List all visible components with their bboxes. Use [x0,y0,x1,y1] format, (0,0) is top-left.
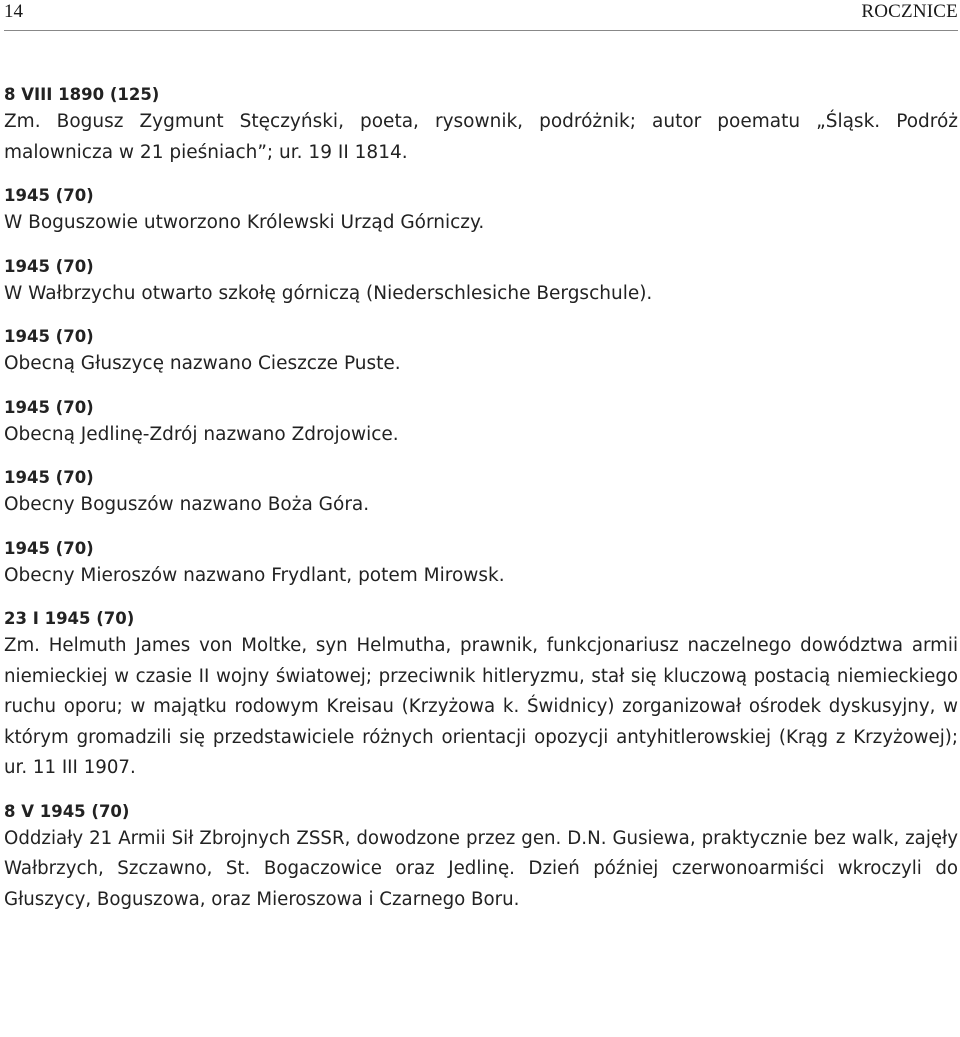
entry-date: 8 V 1945 (70) [4,801,130,821]
entry-1945-armia-zssr [4,800,958,916]
entry-1890-stęczyński [4,83,958,168]
entry-1945-urzad-gorniczy [4,184,958,239]
entry-1945-mieroszow [4,537,958,592]
entry-date: 1945 (70) [4,397,94,417]
entry-text: Zm. Helmuth James von Moltke, syn Helmutha, prawnik, funkcjonariusz naczelnego dowództwa armii niemieckiej w czasie II wojny światowej; przeciwnik hitleryzmu, stał się kluczową postacią niemieckiego ruchu oporu; w majątku rodowym Kreisau (Krzyżowa k. Świdnicy) zorganizował ośrodek dyskusyjny, w którym gromadzili się przedstawiciele różnych orientacji opozycji antyhitlerowskiej (Krąg z Krzyżowej); ur. 11 III 1907. [4,635,958,778]
entry-text: Obecny Boguszów nazwano Boża Góra. [4,494,370,515]
entry-text: Obecną Głuszycę nazwano Cieszcze Puste. [4,353,401,374]
entries-list [4,83,958,931]
entry-date: 1945 (70) [4,538,94,558]
entry-text: Obecną Jedlinę-Zdrój nazwano Zdrojowice. [4,423,399,445]
entry-text: Obecny Mieroszów nazwano Frydlant, potem Mirowsk. [4,564,505,586]
entry-text: W Boguszowie utworzono Królewski Urząd Górniczy. [4,212,485,233]
entry-1945-boguszow [4,466,958,521]
entry-date: 23 I 1945 (70) [4,609,135,628]
entry-text: W Wałbrzychu otwarto szkołę górniczą (Niederschlesiche Bergschule). [4,282,653,304]
entry-1945-moltke [4,607,958,784]
entry-date: 1945 (70) [4,186,94,205]
page-number: 14 [4,1,23,22]
entry-text: Oddziały 21 Armii Sił Zbrojnych ZSSR, dowodzone przez gen. D.N. Gusiewa, praktycznie bez walk, zajęły Wałbrzych, Szczawno, St. Bogaczowice oraz Jedlinę. Dzień później czerwonoarmiści wkroczyli do Głuszycy, Boguszowa, oraz Mieroszowa i Czarnego Boru. [4,827,958,910]
entry-date: 1945 (70) [4,327,94,346]
entry-1945-szkola-gornicza [4,255,958,310]
entry-date: 8 VIII 1890 (125) [4,85,160,104]
entry-date: 1945 (70) [4,468,94,487]
entry-date: 1945 (70) [4,256,94,276]
entry-1945-gluszyca [4,325,958,380]
entry-text: Zm. Bogusz Zygmunt Stęczyński, poeta, rysownik, podróżnik; autor poematu „Śląsk. Podróż malownicza w 21 pieśniach”; ur. 19 II 1814. [4,111,958,163]
page-header [4,0,958,31]
running-title: ROCZNICE [861,1,958,22]
entry-1945-jedlina-zdroj [4,396,958,451]
